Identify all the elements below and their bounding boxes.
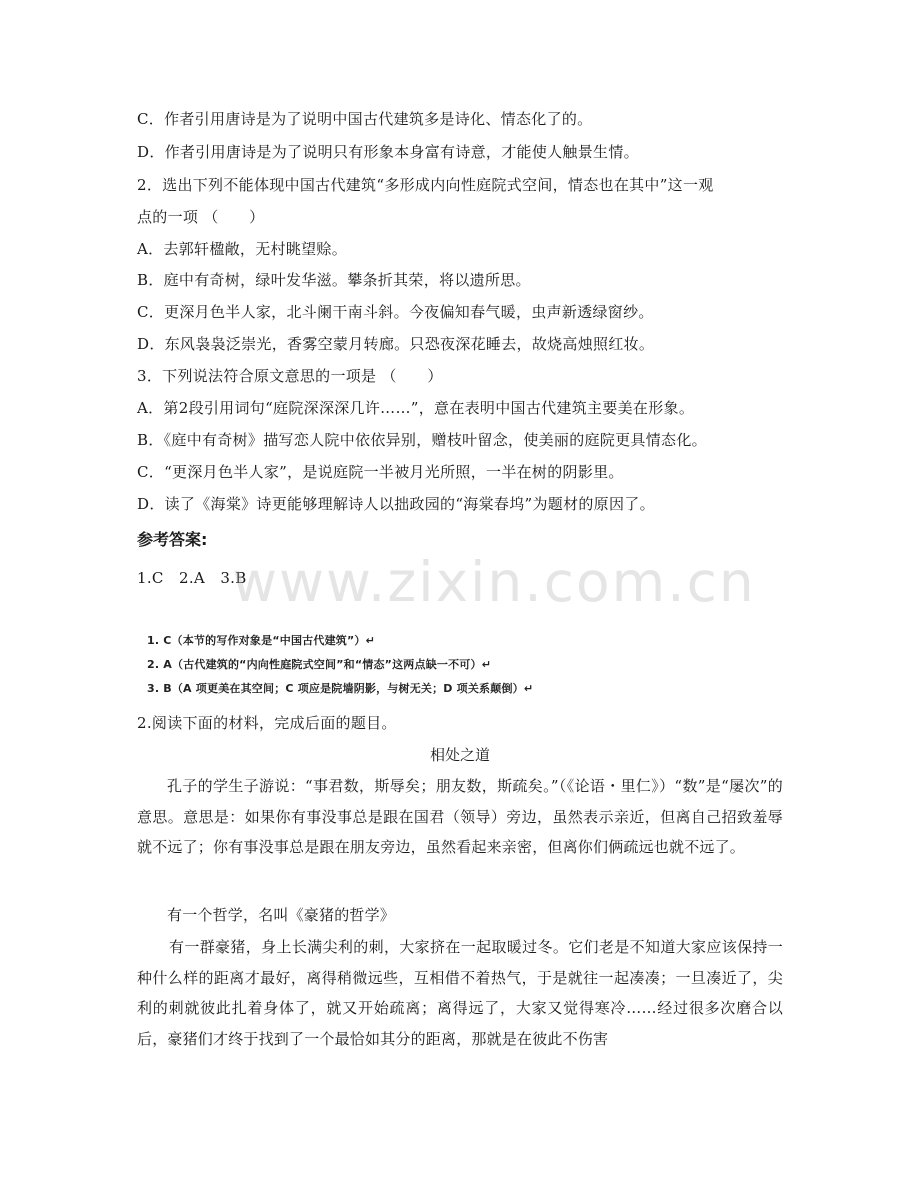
q1-option-d: D．作者引用唐诗是为了说明只有形象本身富有诗意，才能使人触景生情。 [137,143,639,161]
q2-stem-line2: 点的一项 （ ） [137,208,265,226]
section2-intro: 2.阅读下面的材料，完成后面的题目。 [137,714,397,732]
q2-option-c: C．更深月色半人家，北斗阑干南斗斜。今夜偏知春气暖，虫声新透绿窗纱。 [137,303,654,321]
q3-stem: 3．下列说法符合原文意思的一项是 （ ） [137,367,443,385]
q1-option-c: C．作者引用唐诗是为了说明中国古代建筑多是诗化、情态化了的。 [137,110,593,128]
q3-option-c: C．“更深月色半人家”，是说庭院一半被月光所照，一半在树的阴影里。 [137,463,624,481]
answer-explanation-3: 3. B（A 项更美在其空间；C 项应是院墙阴影，与树无关；D 项关系颠倒）↵ [147,682,534,695]
q3-option-b: B．《庭中有奇树》描写恋人院中依依异别，赠枝叶留念，使美丽的庭院更具情态化。 [137,431,707,449]
q2-stem-line1: 2．选出下列不能体现中国古代建筑“多形成内向性庭院式空间，情态也在其中”这一观 [137,176,714,194]
section2-paragraph-3: 有一群豪猪，身上长满尖利的刺，大家挤在一起取暖过冬。它们老是不知道大家应该保持一种什么样的距离才最好，离得稍微远些，互相借不着热气，于是就往一起凑凑；一旦凑近了，尖利的刺就彼此扎着身体了，就又开始疏离；离得远了，大家又觉得寒冷……经过很多次磨合以后，豪猪们才终于找到了一个最恰如其分的距离，那就是在彼此不伤害 [137,938,783,1048]
q2-option-b: B．庭中有奇树，绿叶发华滋。攀条折其荣，将以遗所思。 [137,271,531,289]
answers-heading: 参考答案: [137,530,208,549]
q2-option-d: D．东风袅袅泛崇光，香雾空蒙月转廊。只恐夜深花睡去，故烧高烛照红妆。 [137,335,655,353]
section2-paragraph-1: 孔子的学生子游说：“事君数，斯辱矣；朋友数，斯疏矣。”（《论语・里仁》）“数”是“屡次”的意思。意思是：如果你有事没事总是跟在国君（领导）旁边，虽然表示亲近，但离自己招致羞辱就不远了；你有事没事总是跟在朋友旁边，虽然看起来亲密，但离你们俩疏远也就不远了。 [137,777,783,856]
answers-summary: 1.C 2.A 3.B [137,569,247,587]
answer-explanation-1: 1. C（本节的写作对象是“中国古代建筑”）↵ [147,634,376,647]
answer-explanation-2: 2. A（古代建筑的“内向性庭院式空间”和“情态”这两点缺一不可）↵ [147,658,492,671]
q3-option-a: A．第2段引用词句“庭院深深深几许……”，意在表明中国古代建筑主要美在形象。 [137,399,695,417]
section2-title: 相处之道 [429,746,490,764]
q2-option-a: A．去郭轩楹敞，无村眺望赊。 [137,240,348,258]
q3-option-d: D．读了《海棠》诗更能够理解诗人以拙政园的“海棠春坞”为题材的原因了。 [137,495,655,513]
section2-paragraph-2: 有一个哲学，名叫《豪猪的哲学》 [167,906,396,924]
watermark: www.zixin.com.cn [232,550,756,614]
